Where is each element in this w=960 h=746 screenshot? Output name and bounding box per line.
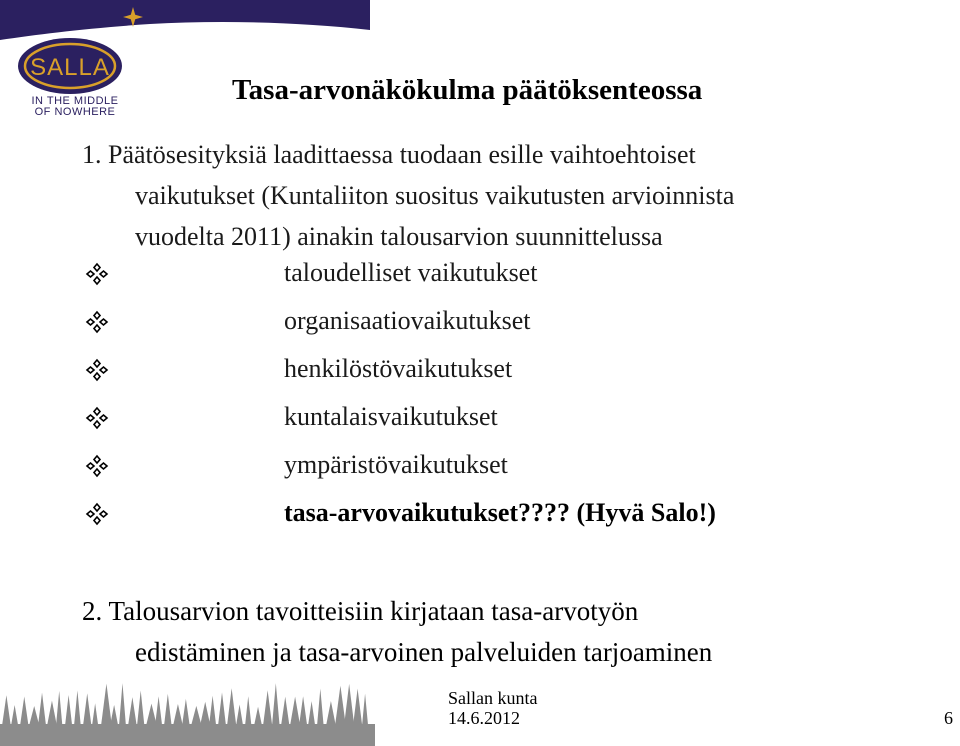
diamond-bullet-icon bbox=[85, 310, 109, 334]
paragraph-1 bbox=[82, 134, 922, 257]
forest-silhouette bbox=[0, 676, 375, 746]
paragraph-2-line-1: 2. Talousarvion tavoitteisiin kirjataan tasa-arvotyön bbox=[82, 596, 639, 626]
footer-organization: Sallan kunta bbox=[448, 688, 538, 708]
bullet-text: taloudelliset vaikutukset bbox=[284, 258, 538, 287]
paragraph-2 bbox=[82, 591, 942, 673]
logo-tagline-line-2: OF NOWHERE bbox=[34, 106, 116, 118]
bullet-text: ympäristövaikutukset bbox=[284, 450, 508, 479]
paragraph-2-line-2: edistäminen ja tasa-arvoinen palveluiden tarjoaminen bbox=[135, 637, 713, 667]
diamond-bullet-icon bbox=[85, 502, 109, 526]
paragraph-1-line-3: vuodelta 2011) ainakin talousarvion suunnittelussa bbox=[135, 222, 663, 251]
logo-tagline-line-1: IN THE MIDDLE bbox=[31, 95, 119, 107]
bullet-text: henkilöstövaikutukset bbox=[284, 354, 513, 383]
diamond-bullet-icon bbox=[85, 454, 109, 478]
bullet-text: kuntalaisvaikutukset bbox=[284, 402, 498, 431]
diamond-bullet-icon bbox=[85, 406, 109, 430]
diamond-bullet-icon bbox=[85, 358, 109, 382]
page-number: 6 bbox=[944, 708, 953, 728]
paragraph-1-line-2: vaikutukset (Kuntaliiton suositus vaikutusten arvioinnista bbox=[135, 181, 735, 210]
logo-tagline bbox=[20, 96, 130, 118]
bullet-text: organisaatiovaikutukset bbox=[284, 306, 531, 335]
paragraph-1-line-1: 1. Päätösesityksiä laadittaessa tuodaan esille vaihtoehtoiset bbox=[82, 140, 696, 169]
logo-text: SALLA bbox=[30, 54, 110, 81]
slide-title: Tasa-arvonäkökulma päätöksenteossa bbox=[232, 74, 703, 106]
footer-date: 14.6.2012 bbox=[448, 708, 520, 728]
diamond-bullet-icon bbox=[85, 262, 109, 286]
bullet-text: tasa-arvovaikutukset???? (Hyvä Salo!) bbox=[284, 498, 716, 527]
top-banner bbox=[0, 0, 960, 46]
